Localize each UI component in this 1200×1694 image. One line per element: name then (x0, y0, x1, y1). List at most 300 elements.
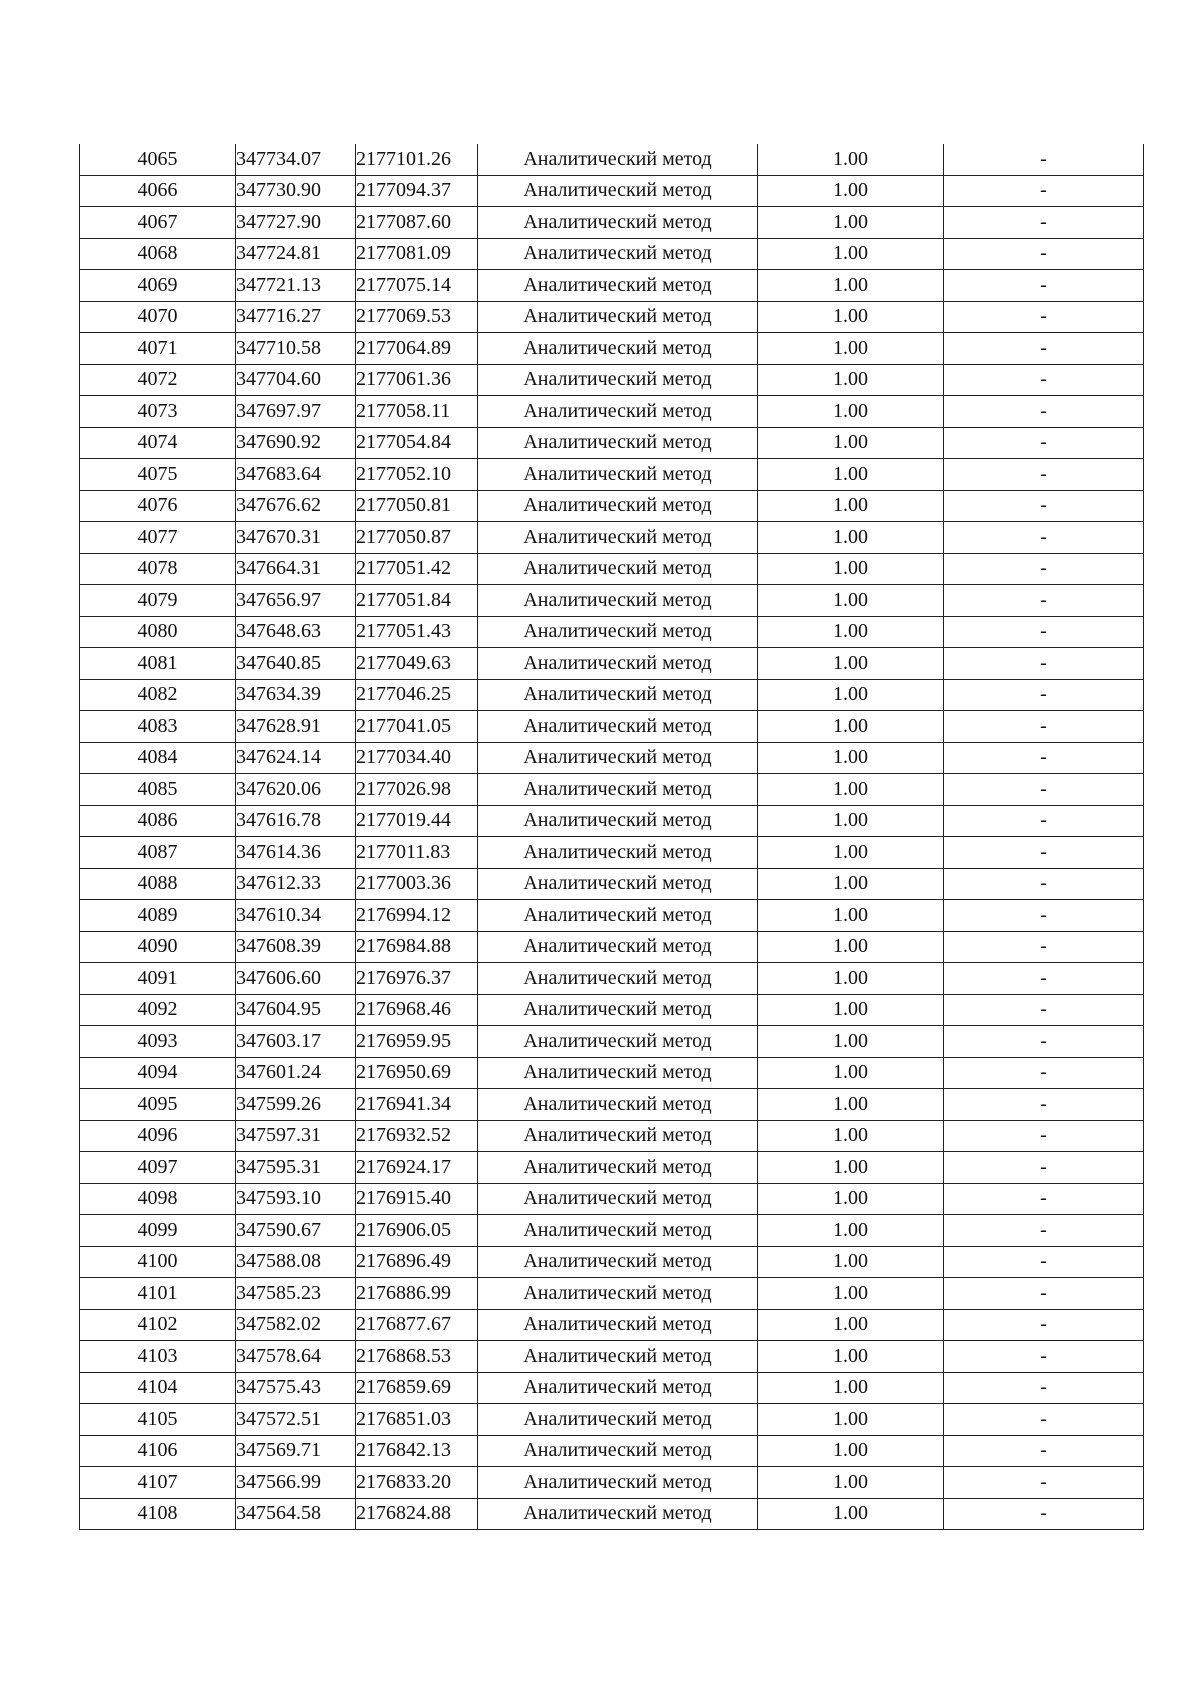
table-row (80, 1404, 1144, 1436)
method-cell: Аналитический метод (478, 1467, 758, 1499)
accuracy-cell: 1.00 (758, 616, 944, 648)
x-coordinate-cell: 347578.64 (236, 1341, 356, 1373)
x-coordinate-cell: 347724.81 (236, 238, 356, 270)
y-coordinate-cell: 2177050.81 (356, 490, 478, 522)
table-row (80, 522, 1144, 554)
point-number-cell: 4066 (80, 175, 236, 207)
x-coordinate-cell: 347727.90 (236, 207, 356, 239)
accuracy-cell: 1.00 (758, 648, 944, 680)
table-row (80, 1498, 1144, 1530)
description-cell: - (944, 490, 1144, 522)
x-coordinate-cell: 347656.97 (236, 585, 356, 617)
method-cell: Аналитический метод (478, 427, 758, 459)
x-coordinate-cell: 347616.78 (236, 805, 356, 837)
y-coordinate-cell: 2176877.67 (356, 1309, 478, 1341)
description-cell: - (944, 301, 1144, 333)
description-cell: - (944, 207, 1144, 239)
accuracy-cell: 1.00 (758, 805, 944, 837)
table-row (80, 144, 1144, 175)
x-coordinate-cell: 347697.97 (236, 396, 356, 428)
method-cell: Аналитический метод (478, 963, 758, 995)
accuracy-cell: 1.00 (758, 1404, 944, 1436)
y-coordinate-cell: 2176833.20 (356, 1467, 478, 1499)
y-coordinate-cell: 2176842.13 (356, 1435, 478, 1467)
accuracy-cell: 1.00 (758, 585, 944, 617)
y-coordinate-cell: 2177034.40 (356, 742, 478, 774)
point-number-cell: 4080 (80, 616, 236, 648)
method-cell: Аналитический метод (478, 207, 758, 239)
y-coordinate-cell: 2176968.46 (356, 994, 478, 1026)
table-row (80, 238, 1144, 270)
y-coordinate-cell: 2177061.36 (356, 364, 478, 396)
x-coordinate-cell: 347585.23 (236, 1278, 356, 1310)
point-number-cell: 4088 (80, 868, 236, 900)
description-cell: - (944, 270, 1144, 302)
method-cell: Аналитический метод (478, 868, 758, 900)
point-number-cell: 4073 (80, 396, 236, 428)
x-coordinate-cell: 347710.58 (236, 333, 356, 365)
description-cell: - (944, 1215, 1144, 1247)
point-number-cell: 4067 (80, 207, 236, 239)
point-number-cell: 4087 (80, 837, 236, 869)
table-row (80, 459, 1144, 491)
x-coordinate-cell: 347624.14 (236, 742, 356, 774)
coordinates-table (79, 144, 1144, 1530)
table-row (80, 963, 1144, 995)
table-row (80, 900, 1144, 932)
method-cell: Аналитический метод (478, 1120, 758, 1152)
y-coordinate-cell: 2177054.84 (356, 427, 478, 459)
description-cell: - (944, 900, 1144, 932)
point-number-cell: 4101 (80, 1278, 236, 1310)
accuracy-cell: 1.00 (758, 900, 944, 932)
accuracy-cell: 1.00 (758, 931, 944, 963)
accuracy-cell: 1.00 (758, 333, 944, 365)
y-coordinate-cell: 2177049.63 (356, 648, 478, 680)
method-cell: Аналитический метод (478, 679, 758, 711)
y-coordinate-cell: 2176924.17 (356, 1152, 478, 1184)
x-coordinate-cell: 347610.34 (236, 900, 356, 932)
x-coordinate-cell: 347595.31 (236, 1152, 356, 1184)
y-coordinate-cell: 2176950.69 (356, 1057, 478, 1089)
table-row (80, 333, 1144, 365)
x-coordinate-cell: 347588.08 (236, 1246, 356, 1278)
accuracy-cell: 1.00 (758, 175, 944, 207)
description-cell: - (944, 774, 1144, 806)
point-number-cell: 4108 (80, 1498, 236, 1530)
table-row (80, 301, 1144, 333)
point-number-cell: 4096 (80, 1120, 236, 1152)
table-row (80, 585, 1144, 617)
method-cell: Аналитический метод (478, 994, 758, 1026)
method-cell: Аналитический метод (478, 1278, 758, 1310)
description-cell: - (944, 994, 1144, 1026)
method-cell: Аналитический метод (478, 1057, 758, 1089)
point-number-cell: 4099 (80, 1215, 236, 1247)
x-coordinate-cell: 347648.63 (236, 616, 356, 648)
accuracy-cell: 1.00 (758, 1215, 944, 1247)
description-cell: - (944, 1341, 1144, 1373)
x-coordinate-cell: 347620.06 (236, 774, 356, 806)
table-row (80, 616, 1144, 648)
point-number-cell: 4106 (80, 1435, 236, 1467)
accuracy-cell: 1.00 (758, 553, 944, 585)
method-cell: Аналитический метод (478, 774, 758, 806)
table-row (80, 1246, 1144, 1278)
description-cell: - (944, 175, 1144, 207)
x-coordinate-cell: 347664.31 (236, 553, 356, 585)
method-cell: Аналитический метод (478, 742, 758, 774)
x-coordinate-cell: 347569.71 (236, 1435, 356, 1467)
y-coordinate-cell: 2177094.37 (356, 175, 478, 207)
accuracy-cell: 1.00 (758, 1498, 944, 1530)
method-cell: Аналитический метод (478, 1404, 758, 1436)
table-row (80, 1183, 1144, 1215)
accuracy-cell: 1.00 (758, 1435, 944, 1467)
accuracy-cell: 1.00 (758, 490, 944, 522)
accuracy-cell: 1.00 (758, 270, 944, 302)
x-coordinate-cell: 347676.62 (236, 490, 356, 522)
y-coordinate-cell: 2176976.37 (356, 963, 478, 995)
accuracy-cell: 1.00 (758, 1278, 944, 1310)
x-coordinate-cell: 347566.99 (236, 1467, 356, 1499)
description-cell: - (944, 522, 1144, 554)
method-cell: Аналитический метод (478, 1246, 758, 1278)
y-coordinate-cell: 2177052.10 (356, 459, 478, 491)
description-cell: - (944, 427, 1144, 459)
point-number-cell: 4068 (80, 238, 236, 270)
table-row (80, 1057, 1144, 1089)
x-coordinate-cell: 347603.17 (236, 1026, 356, 1058)
point-number-cell: 4071 (80, 333, 236, 365)
accuracy-cell: 1.00 (758, 207, 944, 239)
point-number-cell: 4093 (80, 1026, 236, 1058)
point-number-cell: 4098 (80, 1183, 236, 1215)
x-coordinate-cell: 347575.43 (236, 1372, 356, 1404)
method-cell: Аналитический метод (478, 1372, 758, 1404)
accuracy-cell: 1.00 (758, 1152, 944, 1184)
table-row (80, 1026, 1144, 1058)
table-row (80, 396, 1144, 428)
point-number-cell: 4094 (80, 1057, 236, 1089)
method-cell: Аналитический метод (478, 301, 758, 333)
table-row (80, 994, 1144, 1026)
y-coordinate-cell: 2176932.52 (356, 1120, 478, 1152)
description-cell: - (944, 1152, 1144, 1184)
y-coordinate-cell: 2176859.69 (356, 1372, 478, 1404)
description-cell: - (944, 459, 1144, 491)
point-number-cell: 4103 (80, 1341, 236, 1373)
accuracy-cell: 1.00 (758, 1120, 944, 1152)
description-cell: - (944, 868, 1144, 900)
method-cell: Аналитический метод (478, 175, 758, 207)
method-cell: Аналитический метод (478, 490, 758, 522)
x-coordinate-cell: 347582.02 (236, 1309, 356, 1341)
y-coordinate-cell: 2176886.99 (356, 1278, 478, 1310)
y-coordinate-cell: 2177003.36 (356, 868, 478, 900)
point-number-cell: 4077 (80, 522, 236, 554)
accuracy-cell: 1.00 (758, 1089, 944, 1121)
x-coordinate-cell: 347572.51 (236, 1404, 356, 1436)
y-coordinate-cell: 2177069.53 (356, 301, 478, 333)
y-coordinate-cell: 2176959.95 (356, 1026, 478, 1058)
accuracy-cell: 1.00 (758, 459, 944, 491)
x-coordinate-cell: 347628.91 (236, 711, 356, 743)
x-coordinate-cell: 347590.67 (236, 1215, 356, 1247)
description-cell: - (944, 931, 1144, 963)
point-number-cell: 4075 (80, 459, 236, 491)
description-cell: - (944, 805, 1144, 837)
method-cell: Аналитический метод (478, 270, 758, 302)
table-row (80, 1089, 1144, 1121)
table-row (80, 711, 1144, 743)
description-cell: - (944, 1498, 1144, 1530)
point-number-cell: 4072 (80, 364, 236, 396)
description-cell: - (944, 553, 1144, 585)
table-row (80, 837, 1144, 869)
accuracy-cell: 1.00 (758, 742, 944, 774)
table-row (80, 1467, 1144, 1499)
accuracy-cell: 1.00 (758, 1372, 944, 1404)
description-cell: - (944, 238, 1144, 270)
x-coordinate-cell: 347601.24 (236, 1057, 356, 1089)
method-cell: Аналитический метод (478, 1026, 758, 1058)
y-coordinate-cell: 2176906.05 (356, 1215, 478, 1247)
description-cell: - (944, 1089, 1144, 1121)
method-cell: Аналитический метод (478, 396, 758, 428)
accuracy-cell: 1.00 (758, 837, 944, 869)
method-cell: Аналитический метод (478, 522, 758, 554)
table-row (80, 1372, 1144, 1404)
table-row (80, 207, 1144, 239)
table-row (80, 1120, 1144, 1152)
x-coordinate-cell: 347614.36 (236, 837, 356, 869)
point-number-cell: 4086 (80, 805, 236, 837)
y-coordinate-cell: 2176984.88 (356, 931, 478, 963)
method-cell: Аналитический метод (478, 1341, 758, 1373)
y-coordinate-cell: 2176868.53 (356, 1341, 478, 1373)
table-row (80, 364, 1144, 396)
method-cell: Аналитический метод (478, 1435, 758, 1467)
method-cell: Аналитический метод (478, 837, 758, 869)
y-coordinate-cell: 2177050.87 (356, 522, 478, 554)
description-cell: - (944, 711, 1144, 743)
method-cell: Аналитический метод (478, 553, 758, 585)
coordinates-table-body (80, 144, 1144, 1530)
x-coordinate-cell: 347599.26 (236, 1089, 356, 1121)
x-coordinate-cell: 347730.90 (236, 175, 356, 207)
point-number-cell: 4076 (80, 490, 236, 522)
description-cell: - (944, 742, 1144, 774)
table-row (80, 175, 1144, 207)
method-cell: Аналитический метод (478, 1309, 758, 1341)
table-row (80, 1435, 1144, 1467)
description-cell: - (944, 1372, 1144, 1404)
y-coordinate-cell: 2177081.09 (356, 238, 478, 270)
description-cell: - (944, 1467, 1144, 1499)
x-coordinate-cell: 347564.58 (236, 1498, 356, 1530)
y-coordinate-cell: 2177026.98 (356, 774, 478, 806)
accuracy-cell: 1.00 (758, 427, 944, 459)
method-cell: Аналитический метод (478, 1498, 758, 1530)
accuracy-cell: 1.00 (758, 1026, 944, 1058)
table-row (80, 1278, 1144, 1310)
table-row (80, 648, 1144, 680)
table-row (80, 1215, 1144, 1247)
accuracy-cell: 1.00 (758, 1467, 944, 1499)
description-cell: - (944, 1183, 1144, 1215)
y-coordinate-cell: 2177051.84 (356, 585, 478, 617)
point-number-cell: 4104 (80, 1372, 236, 1404)
accuracy-cell: 1.00 (758, 868, 944, 900)
description-cell: - (944, 1309, 1144, 1341)
description-cell: - (944, 585, 1144, 617)
x-coordinate-cell: 347690.92 (236, 427, 356, 459)
y-coordinate-cell: 2177051.43 (356, 616, 478, 648)
table-row (80, 490, 1144, 522)
accuracy-cell: 1.00 (758, 1341, 944, 1373)
method-cell: Аналитический метод (478, 648, 758, 680)
y-coordinate-cell: 2177058.11 (356, 396, 478, 428)
point-number-cell: 4074 (80, 427, 236, 459)
y-coordinate-cell: 2177019.44 (356, 805, 478, 837)
point-number-cell: 4095 (80, 1089, 236, 1121)
y-coordinate-cell: 2176896.49 (356, 1246, 478, 1278)
description-cell: - (944, 616, 1144, 648)
method-cell: Аналитический метод (478, 616, 758, 648)
description-cell: - (944, 1120, 1144, 1152)
point-number-cell: 4107 (80, 1467, 236, 1499)
x-coordinate-cell: 347721.13 (236, 270, 356, 302)
description-cell: - (944, 1435, 1144, 1467)
x-coordinate-cell: 347612.33 (236, 868, 356, 900)
x-coordinate-cell: 347606.60 (236, 963, 356, 995)
method-cell: Аналитический метод (478, 459, 758, 491)
point-number-cell: 4083 (80, 711, 236, 743)
method-cell: Аналитический метод (478, 144, 758, 175)
accuracy-cell: 1.00 (758, 238, 944, 270)
y-coordinate-cell: 2177087.60 (356, 207, 478, 239)
y-coordinate-cell: 2177011.83 (356, 837, 478, 869)
method-cell: Аналитический метод (478, 1183, 758, 1215)
x-coordinate-cell: 347734.07 (236, 144, 356, 175)
y-coordinate-cell: 2177041.05 (356, 711, 478, 743)
point-number-cell: 4100 (80, 1246, 236, 1278)
description-cell: - (944, 396, 1144, 428)
description-cell: - (944, 837, 1144, 869)
description-cell: - (944, 364, 1144, 396)
accuracy-cell: 1.00 (758, 1309, 944, 1341)
accuracy-cell: 1.00 (758, 144, 944, 175)
accuracy-cell: 1.00 (758, 1183, 944, 1215)
table-row (80, 1309, 1144, 1341)
x-coordinate-cell: 347604.95 (236, 994, 356, 1026)
point-number-cell: 4081 (80, 648, 236, 680)
point-number-cell: 4102 (80, 1309, 236, 1341)
table-row (80, 774, 1144, 806)
table-row (80, 270, 1144, 302)
point-number-cell: 4070 (80, 301, 236, 333)
table-row (80, 679, 1144, 711)
table-row (80, 553, 1144, 585)
point-number-cell: 4078 (80, 553, 236, 585)
method-cell: Аналитический метод (478, 900, 758, 932)
x-coordinate-cell: 347670.31 (236, 522, 356, 554)
description-cell: - (944, 333, 1144, 365)
point-number-cell: 4091 (80, 963, 236, 995)
accuracy-cell: 1.00 (758, 396, 944, 428)
description-cell: - (944, 1026, 1144, 1058)
table-row (80, 1152, 1144, 1184)
table-row (80, 931, 1144, 963)
point-number-cell: 4065 (80, 144, 236, 175)
point-number-cell: 4089 (80, 900, 236, 932)
method-cell: Аналитический метод (478, 1089, 758, 1121)
y-coordinate-cell: 2177064.89 (356, 333, 478, 365)
method-cell: Аналитический метод (478, 238, 758, 270)
method-cell: Аналитический метод (478, 805, 758, 837)
table-row (80, 868, 1144, 900)
point-number-cell: 4082 (80, 679, 236, 711)
accuracy-cell: 1.00 (758, 364, 944, 396)
description-cell: - (944, 1057, 1144, 1089)
y-coordinate-cell: 2177101.26 (356, 144, 478, 175)
point-number-cell: 4084 (80, 742, 236, 774)
point-number-cell: 4079 (80, 585, 236, 617)
y-coordinate-cell: 2177051.42 (356, 553, 478, 585)
y-coordinate-cell: 2176824.88 (356, 1498, 478, 1530)
x-coordinate-cell: 347634.39 (236, 679, 356, 711)
description-cell: - (944, 1404, 1144, 1436)
y-coordinate-cell: 2176941.34 (356, 1089, 478, 1121)
method-cell: Аналитический метод (478, 585, 758, 617)
accuracy-cell: 1.00 (758, 301, 944, 333)
x-coordinate-cell: 347683.64 (236, 459, 356, 491)
y-coordinate-cell: 2177075.14 (356, 270, 478, 302)
description-cell: - (944, 679, 1144, 711)
table-row (80, 742, 1144, 774)
method-cell: Аналитический метод (478, 364, 758, 396)
x-coordinate-cell: 347716.27 (236, 301, 356, 333)
method-cell: Аналитический метод (478, 931, 758, 963)
table-row (80, 805, 1144, 837)
accuracy-cell: 1.00 (758, 522, 944, 554)
accuracy-cell: 1.00 (758, 1246, 944, 1278)
accuracy-cell: 1.00 (758, 994, 944, 1026)
method-cell: Аналитический метод (478, 333, 758, 365)
x-coordinate-cell: 347608.39 (236, 931, 356, 963)
accuracy-cell: 1.00 (758, 711, 944, 743)
x-coordinate-cell: 347640.85 (236, 648, 356, 680)
y-coordinate-cell: 2176851.03 (356, 1404, 478, 1436)
point-number-cell: 4105 (80, 1404, 236, 1436)
x-coordinate-cell: 347597.31 (236, 1120, 356, 1152)
x-coordinate-cell: 347704.60 (236, 364, 356, 396)
table-row (80, 427, 1144, 459)
description-cell: - (944, 648, 1144, 680)
point-number-cell: 4092 (80, 994, 236, 1026)
method-cell: Аналитический метод (478, 1215, 758, 1247)
description-cell: - (944, 1278, 1144, 1310)
point-number-cell: 4085 (80, 774, 236, 806)
table-row (80, 1341, 1144, 1373)
accuracy-cell: 1.00 (758, 1057, 944, 1089)
description-cell: - (944, 1246, 1144, 1278)
accuracy-cell: 1.00 (758, 679, 944, 711)
x-coordinate-cell: 347593.10 (236, 1183, 356, 1215)
description-cell: - (944, 144, 1144, 175)
method-cell: Аналитический метод (478, 711, 758, 743)
